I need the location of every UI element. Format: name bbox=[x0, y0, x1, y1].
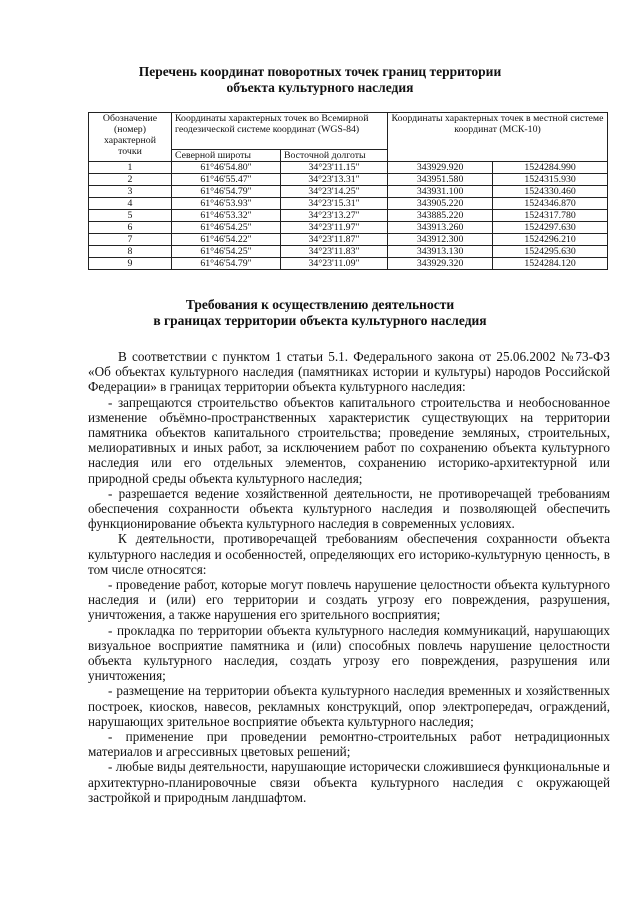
cell-longitude: 34°23'11.87" bbox=[281, 234, 388, 246]
cell-latitude: 61°46'54.25" bbox=[172, 246, 281, 258]
table-row bbox=[89, 162, 608, 174]
cell-longitude: 34°23'15.31" bbox=[281, 198, 388, 210]
cell-latitude: 61°46'53.32" bbox=[172, 210, 281, 222]
cell-point-number: 5 bbox=[89, 210, 172, 222]
list-item-temporary-structures: - размещение на территории объекта культурного наследия временных и хозяйственных построек, киосков, навесов, рекламных конструкций, опор электропередач, ограждений, нарушающих зрительное восприятие объекта культурного наследия; bbox=[88, 683, 610, 729]
cell-point-number: 7 bbox=[89, 234, 172, 246]
document-title-line-2: объекта культурного наследия bbox=[226, 80, 414, 95]
cell-msk-x: 343929.320 bbox=[388, 258, 493, 270]
cell-msk-y: 1524295.630 bbox=[493, 246, 608, 258]
table-row bbox=[89, 234, 608, 246]
cell-msk-y: 1524346.870 bbox=[493, 198, 608, 210]
cell-msk-y: 1524315.930 bbox=[493, 174, 608, 186]
cell-msk-y: 1524284.990 bbox=[493, 162, 608, 174]
cell-point-number: 1 bbox=[89, 162, 172, 174]
paragraph-intro: В соответствии с пунктом 1 статьи 5.1. Федерального закона от 25.06.2002 №73-ФЗ «Об объектах культурного наследия (памятниках истории и культуры) народов Российской Федерации» в границах территории объекта культурного наследия: bbox=[88, 349, 610, 395]
list-item-works: - проведение работ, которые могут повлечь нарушение целостности объекта культурного наследия и (или) его территории и создать угрозу его повреждения, разрушения, уничтожения, а также нарушения его зрительного восприятия; bbox=[88, 577, 610, 623]
cell-point-number: 9 bbox=[89, 258, 172, 270]
paragraph-prohibited: - запрещаются строительство объектов капитального строительства и необоснованное изменение объёмно-пространственных характеристик существующих на территории памятника объектов капитального строительства; проведение земляных, строительных, мелиоративных и иных работ, за исключением работ по сохранению объекта культурного наследия или его отдельных элементов, сохранению историко-архитектурной или природной среды объекта культурного наследия; bbox=[88, 394, 610, 486]
list-item-materials: - применение при проведении ремонтно-строительных работ нетрадиционных материалов и агрессивных цветовых решений; bbox=[88, 729, 610, 760]
requirements-title-line-2: в границах территории объекта культурного наследия bbox=[153, 313, 487, 328]
cell-msk-y: 1524296.210 bbox=[493, 234, 608, 246]
cell-point-number: 4 bbox=[89, 198, 172, 210]
cell-msk-y: 1524297.630 bbox=[493, 222, 608, 234]
cell-latitude: 61°46'54.80" bbox=[172, 162, 281, 174]
cell-latitude: 61°46'54.25" bbox=[172, 222, 281, 234]
cell-msk-x: 343951.580 bbox=[388, 174, 493, 186]
cell-point-number: 6 bbox=[89, 222, 172, 234]
cell-longitude: 34°23'11.09" bbox=[281, 258, 388, 270]
table-row bbox=[89, 198, 608, 210]
cell-msk-y: 1524317.780 bbox=[493, 210, 608, 222]
cell-latitude: 61°46'55.47" bbox=[172, 174, 281, 186]
cell-msk-x: 343912.300 bbox=[388, 234, 493, 246]
list-item-any-activities: - любые виды деятельности, нарушающие исторически сложившиеся функциональные и архитектурно-планировочные связи объекта культурного наследия с окружающей застройкой и природным ландшафтом. bbox=[88, 759, 610, 805]
cell-longitude: 34°23'11.15" bbox=[281, 162, 388, 174]
cell-msk-x: 343913.130 bbox=[388, 246, 493, 258]
header-point-number: Обозначение (номер) характерной точки bbox=[89, 113, 172, 162]
cell-point-number: 3 bbox=[89, 186, 172, 198]
cell-msk-x: 343885.220 bbox=[388, 210, 493, 222]
coordinates-table-body bbox=[89, 162, 608, 270]
coordinates-table bbox=[88, 112, 608, 270]
header-longitude: Восточной долготы bbox=[281, 150, 388, 162]
list-item-communications: - прокладка по территории объекта культурного наследия коммуникаций, нарушающих визуальное восприятие памятника и (или) способных повлечь нарушение целостности объекта культурного наследия, создать угрозу его повреждения, разрушения или уничтожения; bbox=[88, 622, 610, 684]
cell-msk-x: 343931.100 bbox=[388, 186, 493, 198]
header-wgs84: Координаты характерных точек во Всемирной геодезической системе координат (WGS-84) bbox=[172, 113, 388, 150]
cell-latitude: 61°46'54.22" bbox=[172, 234, 281, 246]
table-row bbox=[89, 246, 608, 258]
cell-msk-y: 1524330.460 bbox=[493, 186, 608, 198]
cell-point-number: 8 bbox=[89, 246, 172, 258]
document-title-line-1: Перечень координат поворотных точек границ территории bbox=[138, 64, 502, 79]
header-latitude: Северной широты bbox=[172, 150, 281, 162]
cell-latitude: 61°46'54.79" bbox=[172, 186, 281, 198]
cell-msk-x: 343913.260 bbox=[388, 222, 493, 234]
cell-msk-x: 343929.920 bbox=[388, 162, 493, 174]
cell-longitude: 34°23'11.83" bbox=[281, 246, 388, 258]
table-row bbox=[89, 258, 608, 270]
paragraph-permitted: - разрешается ведение хозяйственной деятельности, не противоречащей требованиям обеспечения сохранности объекта культурного наследия и позволяющей обеспечить функционирование объекта культурного наследия в современных условиях. bbox=[88, 485, 610, 532]
table-row bbox=[89, 174, 608, 186]
cell-longitude: 34°23'13.27" bbox=[281, 210, 388, 222]
cell-latitude: 61°46'54.79" bbox=[172, 258, 281, 270]
table-row bbox=[89, 210, 608, 222]
cell-longitude: 34°23'13.31" bbox=[281, 174, 388, 186]
requirements-title-line-1: Требования к осуществлению деятельности bbox=[185, 297, 455, 312]
cell-longitude: 34°23'14.25" bbox=[281, 186, 388, 198]
cell-msk-y: 1524284.120 bbox=[493, 258, 608, 270]
table-row bbox=[89, 222, 608, 234]
cell-point-number: 2 bbox=[89, 174, 172, 186]
requirements-text bbox=[88, 349, 610, 805]
table-row bbox=[89, 186, 608, 198]
cell-msk-x: 343905.220 bbox=[388, 198, 493, 210]
cell-longitude: 34°23'11.97" bbox=[281, 222, 388, 234]
paragraph-contradicting-activities: К деятельности, противоречащей требованиям обеспечения сохранности объекта культурного наследия и особенностей, определяющих его историко-культурную ценность, в том числе относятся: bbox=[88, 531, 610, 577]
cell-latitude: 61°46'53.93" bbox=[172, 198, 281, 210]
header-msk10: Координаты характерных точек в местной системе координат (МСК-10) bbox=[388, 113, 608, 162]
